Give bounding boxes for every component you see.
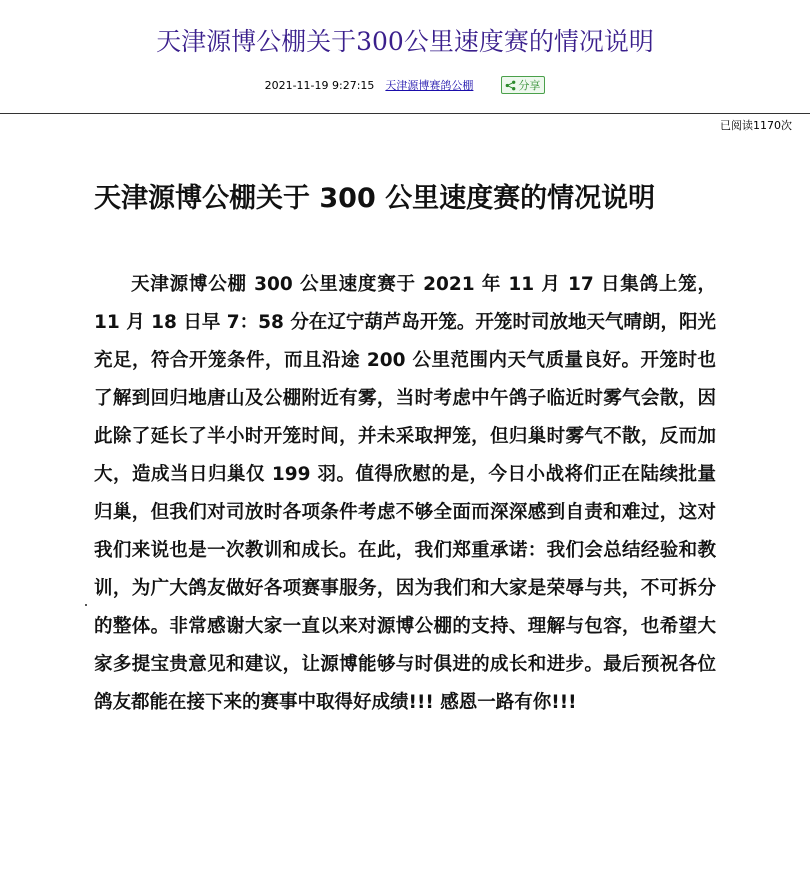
stray-dot	[85, 604, 87, 606]
article-body: 天津源博公棚 300 公里速度赛于 2021 年 11 月 17 日集鸽上笼，11 月 18 日早 7：58 分在辽宁葫芦岛开笼。开笼时司放地天气晴朗，阳光充足，符合开笼条件，而且沿途 200 公里范围内天气质量良好。开笼时也了解到回归地唐山及公棚附近有雾，当时考虑中午鸽子临近时雾气会散，因此除了延长了半小时开笼时间，并未采取押笼，但归巢时雾气不散，反而加大，造成当日归巢仅 199 羽。值得欣慰的是，今日小战将们正在陆续批量归巢，但我们对司放时各项条件考虑不够全面而深深感到自责和难过，这对我们来说也是一次教训和成长。在此，我们郑重承诺：我们会总结经验和教训，为广大鸽友做好各项赛事服务，因为我们和大家是荣辱与共，不可拆分的整体。非常感谢大家一直以来对源博公棚的支持、理解与包容，也希望大家多提宝贵意见和建议，让源博能够与时俱进的成长和进步。最后预祝各位鸽友都能在接下来的赛事中取得好成绩!!! 感恩一路有你!!!	[94, 274, 716, 713]
share-icon	[505, 80, 516, 91]
article-meta	[0, 74, 810, 96]
header-divider	[0, 113, 810, 114]
article-title: 天津源博公棚关于 300 公里速度赛的情况说明	[94, 183, 656, 214]
share-button[interactable]	[501, 76, 545, 94]
share-label: 分享	[518, 79, 541, 92]
publish-timestamp: 2021-11-19 9:27:15	[264, 78, 375, 92]
read-count: 已阅读1170次	[720, 119, 792, 132]
page-title: 天津源博公棚关于300公里速度赛的情况说明	[156, 27, 654, 56]
author-link[interactable]: 天津源博赛鸽公棚	[385, 79, 474, 92]
